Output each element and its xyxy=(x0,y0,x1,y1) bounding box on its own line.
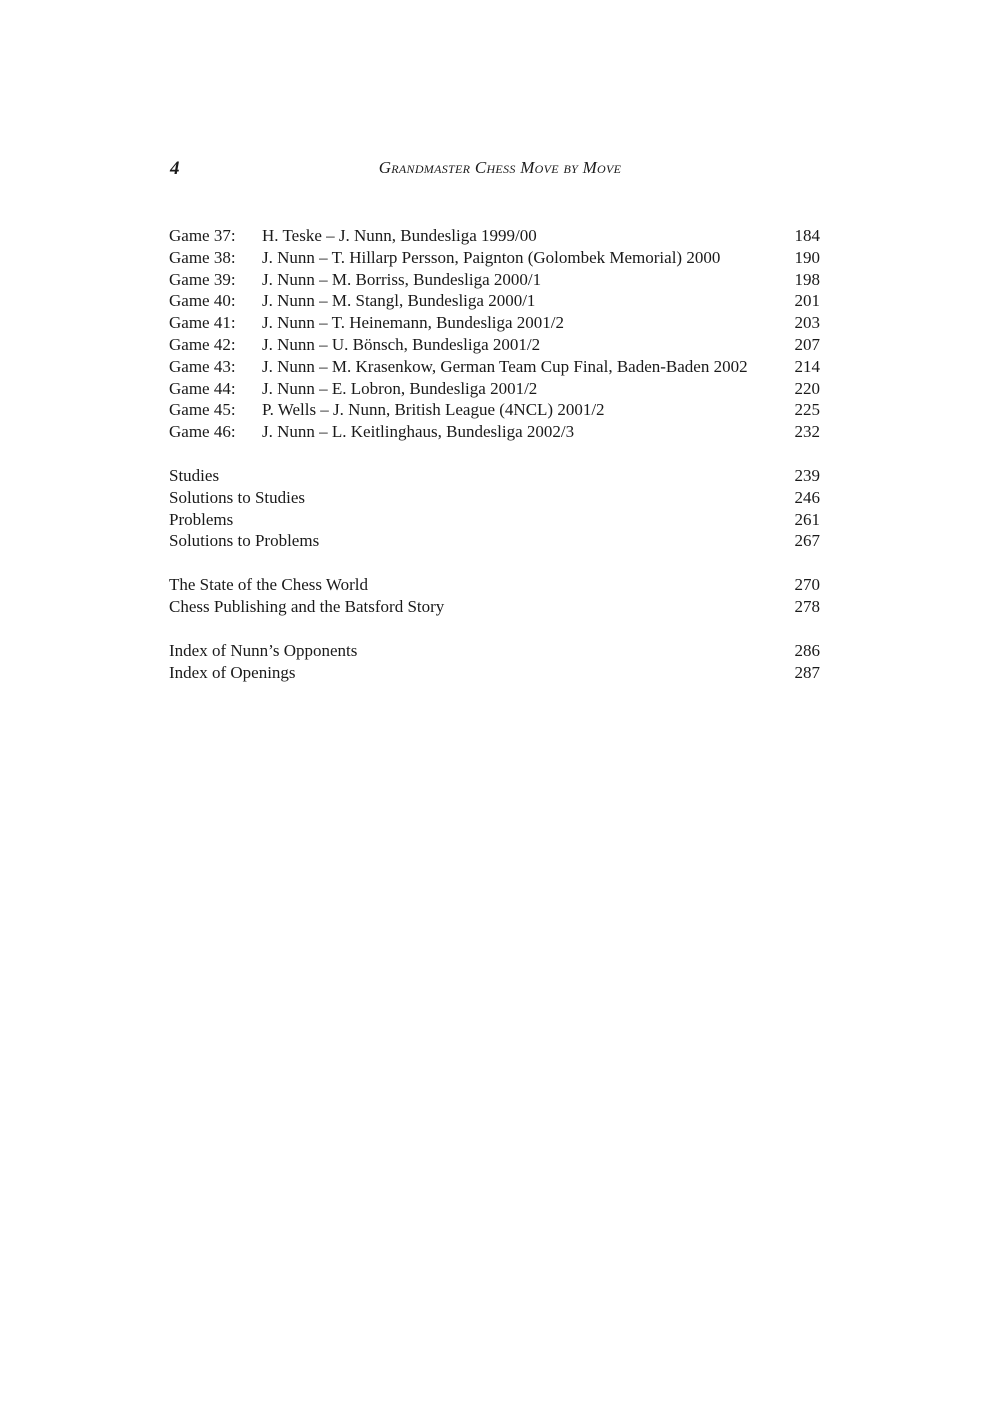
page-number: 4 xyxy=(170,158,180,179)
group-spacer xyxy=(169,552,820,574)
game-title: J. Nunn – M. Krasenkow, German Team Cup Final, Baden-Baden 2002 xyxy=(262,356,748,376)
toc-row xyxy=(169,509,820,531)
toc-row-game xyxy=(169,269,820,291)
game-title: J. Nunn – T. Heinemann, Bundesliga 2001/2 xyxy=(262,313,565,333)
toc-row-game xyxy=(169,247,820,269)
entry-page: 246 xyxy=(794,487,820,507)
game-title: J. Nunn – E. Lobron, Bundesliga 2001/2 xyxy=(262,378,538,398)
table-of-contents xyxy=(169,225,820,683)
entry-title: Solutions to Problems xyxy=(169,531,320,551)
toc-row xyxy=(169,662,820,684)
game-label: Game 46: xyxy=(169,422,236,442)
game-page: 232 xyxy=(794,422,820,442)
toc-row xyxy=(169,640,820,662)
entry-page: 278 xyxy=(794,596,820,616)
entry-title: Studies xyxy=(169,465,220,485)
group-spacer xyxy=(169,618,820,640)
toc-row-game xyxy=(169,378,820,400)
game-label: Game 45: xyxy=(169,400,236,420)
game-page: 190 xyxy=(794,247,820,267)
game-title: H. Teske – J. Nunn, Bundesliga 1999/00 xyxy=(262,226,537,245)
toc-row xyxy=(169,465,820,487)
game-label: Game 38: xyxy=(169,247,236,267)
game-page: 203 xyxy=(794,313,820,333)
game-title: P. Wells – J. Nunn, British League (4NCL) 2001/2 xyxy=(262,400,605,420)
game-title: J. Nunn – L. Keitlinghaus, Bundesliga 2002/3 xyxy=(262,422,575,442)
game-label: Game 40: xyxy=(169,291,236,311)
running-head: Grandmaster Chess Move by Move xyxy=(378,158,622,177)
game-label: Game 37: xyxy=(169,226,236,245)
essays-list xyxy=(169,574,820,618)
toc-row xyxy=(169,487,820,509)
game-label: Game 44: xyxy=(169,378,236,398)
toc-row-game xyxy=(169,399,820,421)
entry-title: Problems xyxy=(169,509,234,529)
game-label: Game 41: xyxy=(169,313,236,333)
entry-page: 267 xyxy=(794,531,820,551)
game-page: 225 xyxy=(794,400,820,420)
game-page: 184 xyxy=(794,226,820,245)
entry-page: 261 xyxy=(794,509,820,529)
toc-row-game xyxy=(169,421,820,443)
toc-row-game xyxy=(169,290,820,312)
game-title: J. Nunn – M. Borriss, Bundesliga 2000/1 xyxy=(262,269,542,289)
toc-row-game xyxy=(169,225,820,247)
toc-row-game xyxy=(169,312,820,334)
game-title: J. Nunn – M. Stangl, Bundesliga 2000/1 xyxy=(262,291,536,311)
game-label: Game 43: xyxy=(169,356,236,376)
toc-row xyxy=(169,596,820,618)
entry-page: 286 xyxy=(794,640,820,660)
entry-page: 270 xyxy=(794,575,820,595)
game-page: 214 xyxy=(794,356,820,376)
game-page: 207 xyxy=(794,334,820,354)
entry-title: The State of the Chess World xyxy=(169,575,368,595)
entry-page: 287 xyxy=(794,662,820,682)
toc-row-game xyxy=(169,356,820,378)
entry-page: 239 xyxy=(794,465,820,485)
games-list xyxy=(169,225,820,443)
group-spacer xyxy=(169,443,820,465)
toc-row-game xyxy=(169,334,820,356)
toc-row xyxy=(169,574,820,596)
game-label: Game 39: xyxy=(169,269,236,289)
toc-row xyxy=(169,530,820,552)
entry-title: Index of Openings xyxy=(169,662,296,682)
game-page: 198 xyxy=(794,269,820,289)
studies-list xyxy=(169,465,820,552)
game-title: J. Nunn – U. Bönsch, Bundesliga 2001/2 xyxy=(262,334,541,354)
game-page: 201 xyxy=(794,291,820,311)
game-title: J. Nunn – T. Hillarp Persson, Paignton (Golombek Memorial) 2000 xyxy=(262,247,721,267)
game-label: Game 42: xyxy=(169,334,236,354)
indexes-list xyxy=(169,640,820,684)
entry-title: Index of Nunn’s Opponents xyxy=(169,640,358,660)
game-page: 220 xyxy=(794,378,820,398)
entry-title: Solutions to Studies xyxy=(169,487,306,507)
entry-title: Chess Publishing and the Batsford Story xyxy=(169,596,445,616)
